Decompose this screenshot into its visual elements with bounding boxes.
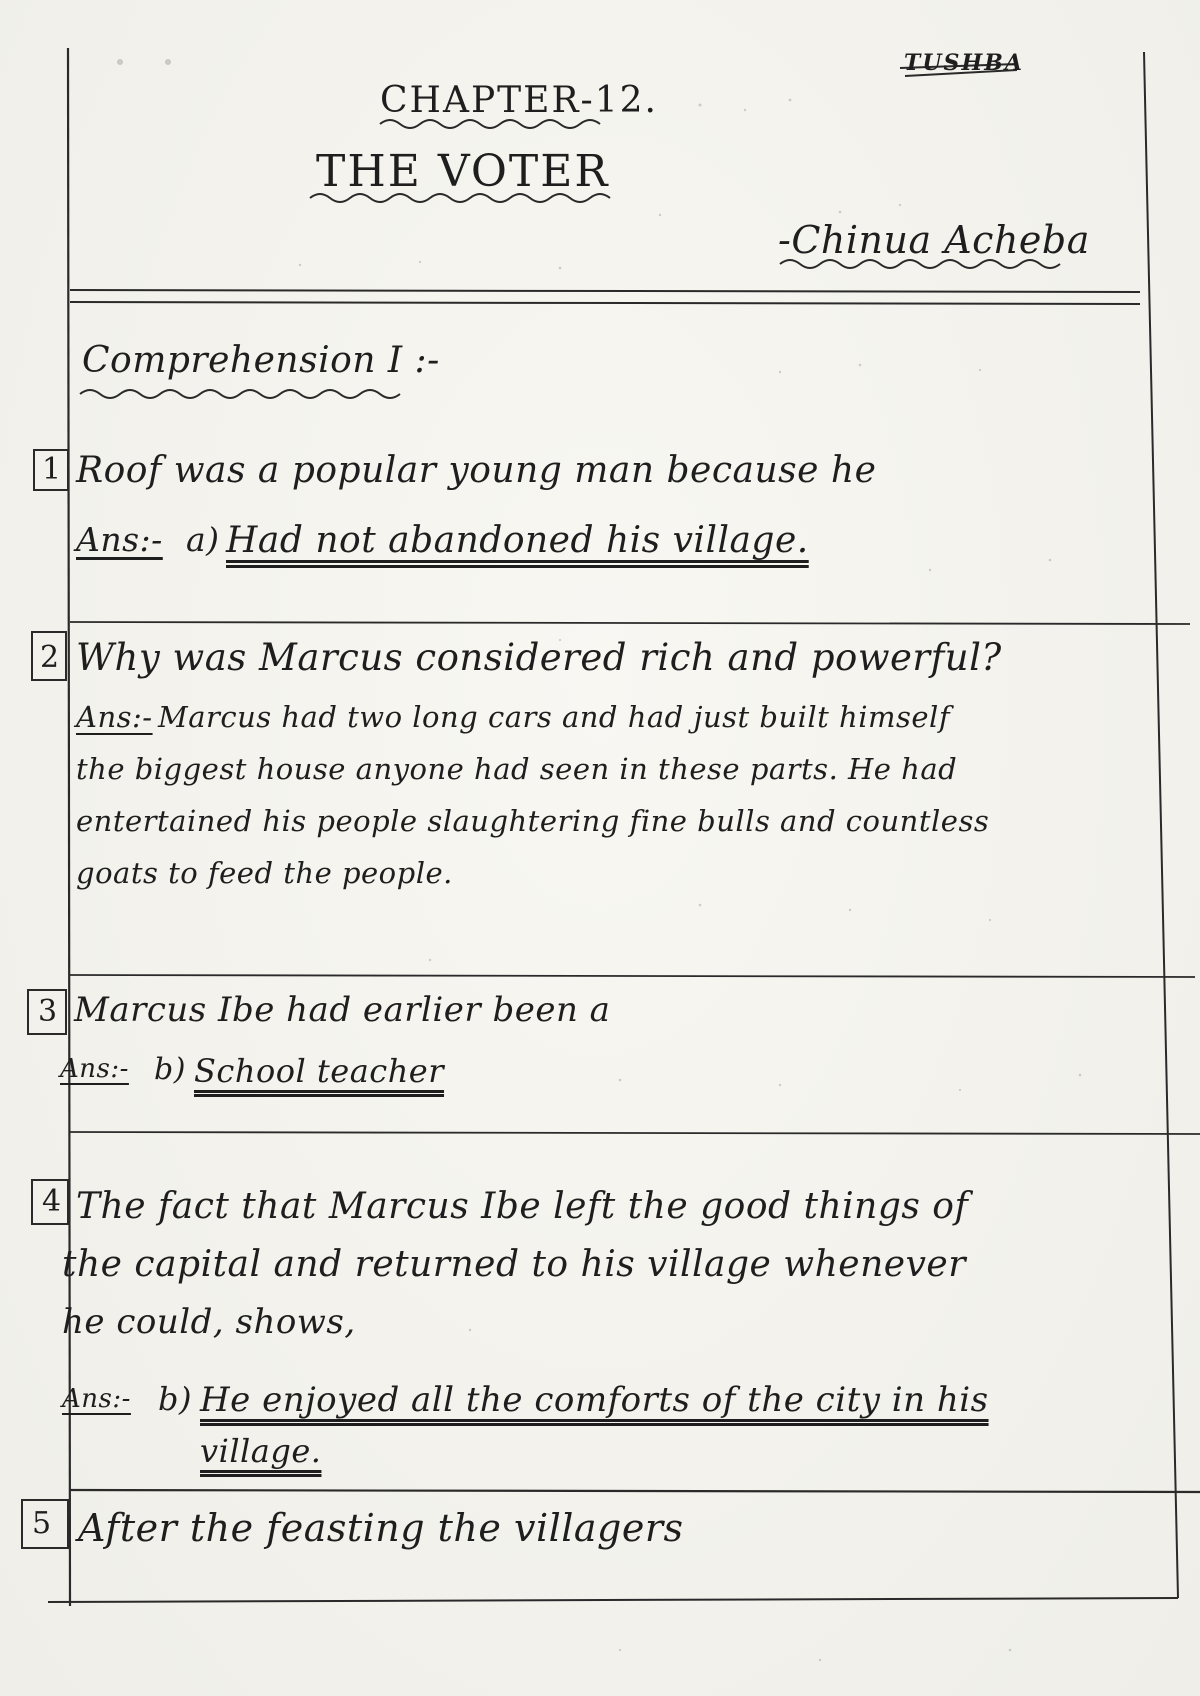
answer-line: the biggest house anyone had seen in these parts. He had <box>76 752 958 786</box>
question-line: The fact that Marcus Ibe left the good things of <box>76 1186 969 1227</box>
question-line: he could, shows, <box>62 1302 356 1342</box>
chapter-heading: CHAPTER-12. <box>380 80 658 121</box>
corner-note: TUSHBA <box>904 50 1024 76</box>
answer-text: School teacher <box>194 1052 445 1090</box>
question-number: 1 <box>42 452 62 487</box>
question-number: 2 <box>40 640 60 675</box>
question-number: 3 <box>38 994 58 1029</box>
answer-prefix: Ans:- <box>62 1384 131 1414</box>
answer-option: a) <box>186 520 220 559</box>
answer-prefix: Ans:- <box>76 700 153 734</box>
answer-prefix: Ans:- <box>76 520 163 559</box>
page-title: THE VOTER <box>316 146 610 197</box>
answer-line: entertained his people slaughtering fine bulls and countless <box>76 804 990 838</box>
question-text: After the feasting the villagers <box>78 1506 684 1550</box>
answer-line: village. <box>200 1432 322 1470</box>
answer-line: He enjoyed all the comforts of the city in his <box>200 1380 989 1420</box>
question-text: Roof was a popular young man because he <box>76 450 877 491</box>
question-line: the capital and returned to his village whenever <box>62 1244 966 1285</box>
question-text: Marcus Ibe had earlier been a <box>74 990 611 1030</box>
question-number: 5 <box>32 1506 52 1541</box>
section-heading: Comprehension I :- <box>82 340 440 381</box>
answer-prefix: Ans:- <box>60 1054 129 1084</box>
answer-line: goats to feed the people. <box>76 856 453 890</box>
answer-option: b) <box>158 1380 192 1418</box>
question-number: 4 <box>42 1184 62 1219</box>
author-name: -Chinua Acheba <box>778 218 1090 262</box>
answer-line: Marcus had two long cars and had just built himself <box>158 700 951 734</box>
answer-option: b) <box>154 1052 186 1087</box>
answer-text: Had not abandoned his village. <box>226 520 809 561</box>
question-text: Why was Marcus considered rich and powerful? <box>76 636 1002 679</box>
